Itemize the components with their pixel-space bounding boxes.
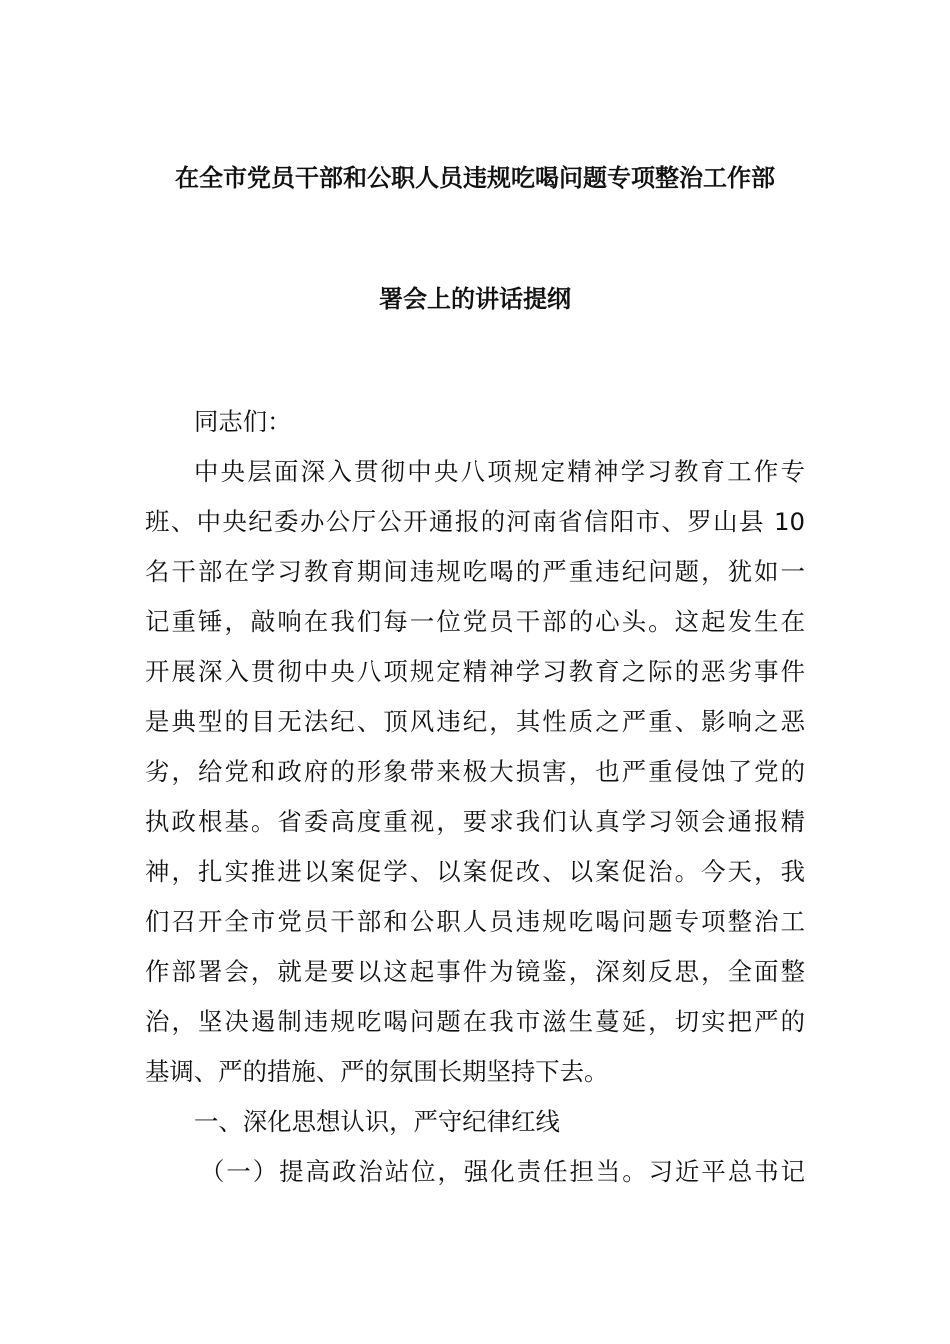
paragraph-line: 班、中央纪委办公厅公开通报的河南省信阳市、罗山县 10	[145, 507, 805, 536]
paragraph-line: 们召开全市党员干部和公职人员违规吃喝问题专项整治工	[145, 907, 805, 936]
paragraph-line: 作部署会，就是要以这起事件为镜鉴，深刻反思，全面整	[145, 957, 805, 986]
document-title-line-1: 在全市党员干部和公职人员违规吃喝问题专项整治工作部	[175, 164, 775, 192]
paragraph-line: 开展深入贯彻中央八项规定精神学习教育之际的恶劣事件	[145, 657, 805, 686]
section-heading: 一、深化思想认识，严守纪律红线	[194, 1107, 560, 1136]
paragraph-line: 神，扎实推进以案促学、以案促改、以案促治。今天，我	[145, 857, 805, 886]
subsection-line: （一）提高政治站位，强化责任担当。习近平总书记	[200, 1157, 805, 1186]
paragraph-line: 记重锤，敲响在我们每一位党员干部的心头。这起发生在	[145, 607, 805, 636]
paragraph-line: 劣，给党和政府的形象带来极大损害，也严重侵蚀了党的	[145, 757, 805, 786]
paragraph-line: 名干部在学习教育期间违规吃喝的严重违纪问题，犹如一	[145, 557, 805, 586]
paragraph-line: 是典型的目无法纪、顶风违纪，其性质之严重、影响之恶	[145, 707, 805, 736]
document-title-line-2: 署会上的讲话提纲	[379, 285, 571, 313]
paragraph-line-last: 基调、严的措施、严的氛围长期坚持下去。	[145, 1057, 609, 1086]
paragraph-line: 执政根基。省委高度重视，要求我们认真学习领会通报精	[145, 807, 805, 836]
salutation: 同志们：	[194, 407, 292, 436]
paragraph-line: 治，坚决遏制违规吃喝问题在我市滋生蔓延，切实把严的	[145, 1007, 805, 1036]
paragraph-line: 中央层面深入贯彻中央八项规定精神学习教育工作专	[194, 457, 805, 486]
